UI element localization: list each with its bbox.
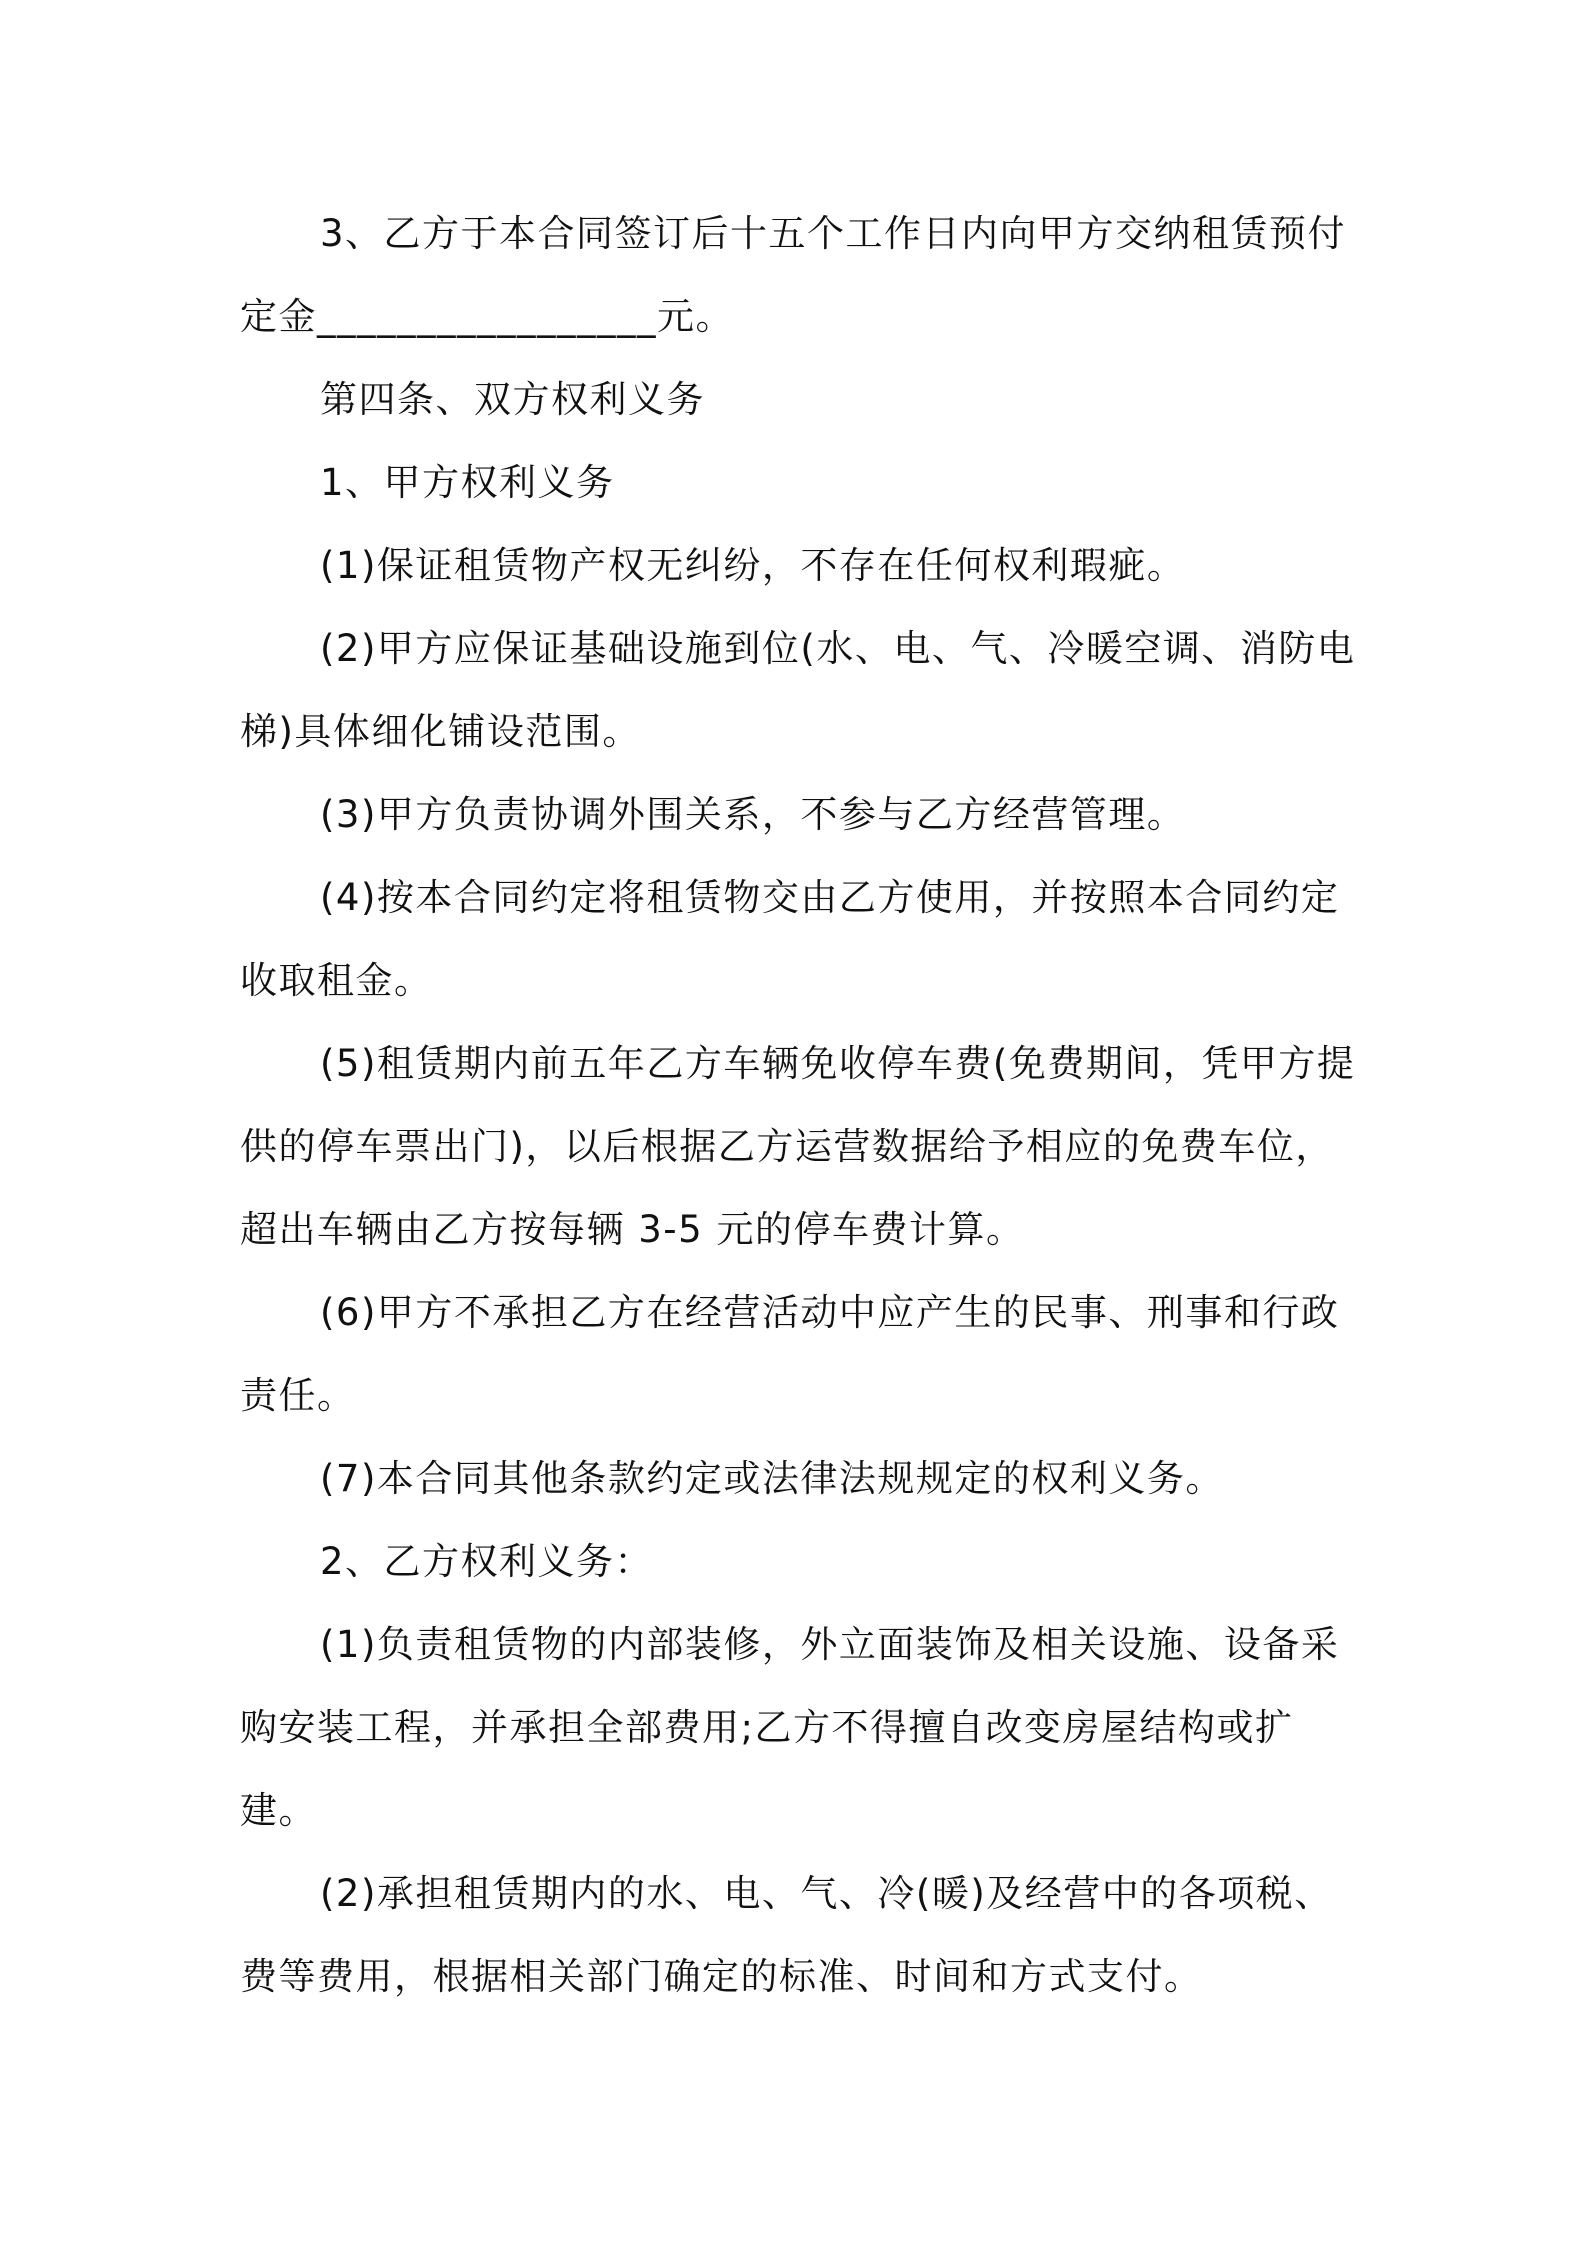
- party-a-heading: 1、甲方权利义务: [320, 461, 615, 504]
- party-a-item-5: (5)租赁期内前五年乙方车辆免收停车费(免费期间，凭甲方提供的停车票出门)，以后根据乙方运营数据给予相应的免费车位，超出车辆由乙方按每辆 3-5 元的停车费计算。: [240, 1042, 1356, 1251]
- document-body: [240, 192, 1360, 2018]
- article-four-heading: 第四条、双方权利义务: [320, 378, 705, 421]
- party-a-item-3: (3)甲方负责协调外围关系，不参与乙方经营管理。: [320, 793, 1186, 836]
- party-a-item-4: (4)按本合同约定将租赁物交由乙方使用，并按照本合同约定收取租金。: [240, 876, 1340, 1002]
- paragraph-deposit: 3、乙方于本合同签订后十五个工作日内向甲方交纳租赁预付定金_________________元。: [240, 212, 1347, 338]
- party-a-item-6: (6)甲方不承担乙方在经营活动中应产生的民事、刑事和行政责任。: [240, 1291, 1340, 1417]
- party-b-item-1: (1)负责租赁物的内部装修，外立面装饰及相关设施、设备采购安装工程，并承担全部费用;乙方不得擅自改变房屋结构或扩建。: [240, 1623, 1340, 1832]
- party-a-item-1: (1)保证租赁物产权无纠纷，不存在任何权利瑕疵。: [320, 544, 1186, 587]
- party-a-item-7: (7)本合同其他条款约定或法律法规规定的权利义务。: [320, 1457, 1224, 1500]
- party-b-heading: 2、乙方权利义务：: [320, 1540, 654, 1583]
- party-a-item-2: (2)甲方应保证基础设施到位(水、电、气、冷暖空调、消防电梯)具体细化铺设范围。: [240, 627, 1356, 753]
- party-b-item-2: (2)承担租赁期内的水、电、气、冷(暖)及经营中的各项税、费等费用，根据相关部门确定的标准、时间和方式支付。: [240, 1872, 1333, 1998]
